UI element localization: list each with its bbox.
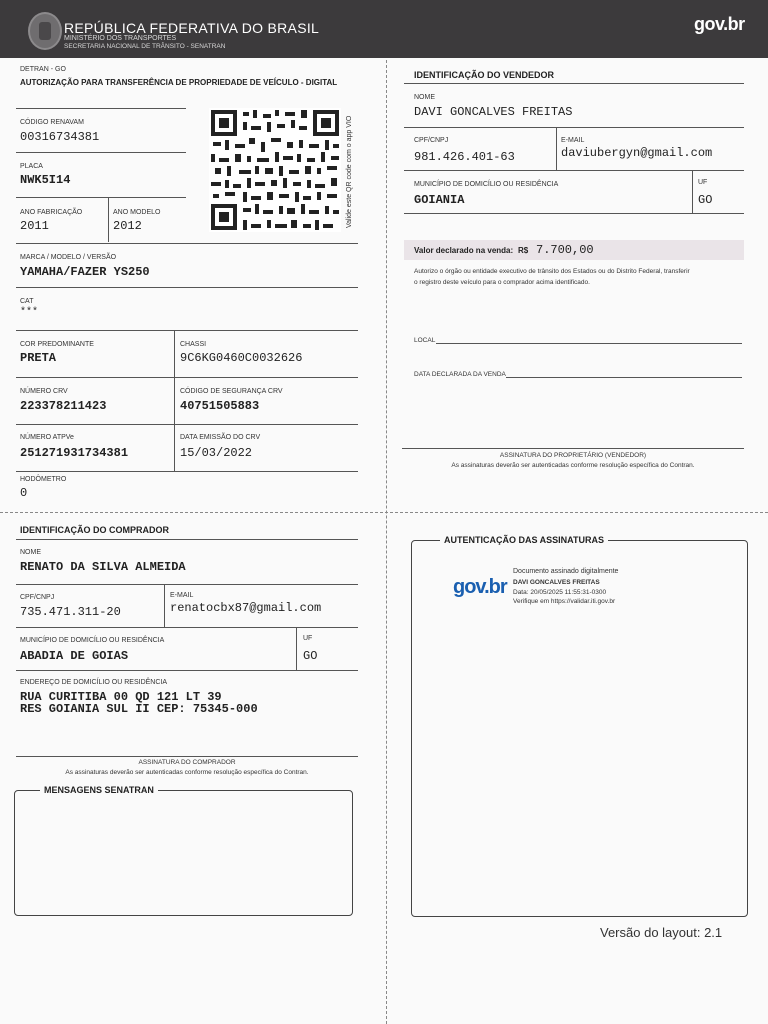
buyer-mun-value: ABADIA DE GOIAS xyxy=(20,649,129,663)
govbr-logo: gov.br xyxy=(694,14,745,34)
crv-label: NÚMERO CRV xyxy=(20,388,68,395)
ano-fab-label: ANO FABRICAÇÃO xyxy=(20,209,83,216)
divider xyxy=(164,585,165,627)
atpve-value: 251271931734381 xyxy=(20,446,129,460)
chassi-label: CHASSI xyxy=(180,341,207,348)
buyer-name-value: RENATO DA SILVA ALMEIDA xyxy=(20,560,186,574)
seller-signature-line xyxy=(402,448,744,449)
ano-mod-label: ANO MODELO xyxy=(113,209,161,216)
data-venda-label: DATA DECLARADA DA VENDA xyxy=(414,371,506,378)
divider xyxy=(404,213,744,214)
buyer-name-label: NOME xyxy=(20,549,41,556)
mensagens-box xyxy=(14,790,353,916)
seller-mun-value: GOIANIA xyxy=(414,193,465,207)
seg-value: 40751505883 xyxy=(180,399,260,413)
divider xyxy=(16,377,358,378)
auth-line1: Documento assinado digitalmente xyxy=(513,568,619,575)
qr-code xyxy=(209,108,341,232)
divider xyxy=(404,83,744,84)
divider xyxy=(16,471,358,472)
seller-email-label: E-MAIL xyxy=(561,137,585,144)
buyer-uf-value: GO xyxy=(303,649,318,663)
divider xyxy=(16,584,358,585)
buyer-address-label: ENDEREÇO DE DOMICÍLIO OU RESIDÊNCIA xyxy=(20,679,168,686)
divider xyxy=(16,108,186,109)
buyer-email-value: renatocbx87@gmail.com xyxy=(170,601,322,615)
ano-mod-value: 2012 xyxy=(113,219,142,233)
doc-title: AUTORIZAÇÃO PARA TRANSFERÊNCIA DE PROPRIEDADE DE VEÍCULO - DIGITAL xyxy=(20,78,338,87)
seller-section-title: IDENTIFICAÇÃO DO VENDEDOR xyxy=(414,70,555,80)
buyer-address-line1: RUA CURITIBA 00 QD 121 LT 39 xyxy=(20,690,222,704)
hodometro-label: HODÔMETRO xyxy=(20,476,67,483)
qr-caption: Valide este QR code com o app VIO xyxy=(346,115,353,228)
divider xyxy=(404,127,744,128)
cat-value: *** xyxy=(20,307,39,318)
divider xyxy=(692,171,693,213)
buyer-email-label: E-MAIL xyxy=(170,592,194,599)
auth-signer: DAVI GONCALVES FREITAS xyxy=(513,579,600,586)
seller-signature-note: As assinaturas deverão ser autenticadas conforme resolução específica do Contran. xyxy=(451,462,695,469)
divider xyxy=(16,287,358,288)
valor-value: 7.700,00 xyxy=(536,243,594,257)
layout-version: Versão do layout: 2.1 xyxy=(600,925,723,940)
buyer-cpf-label: CPF/CNPJ xyxy=(20,594,55,601)
divider xyxy=(16,670,358,671)
placa-label: PLACA xyxy=(20,163,43,170)
govbr-auth-logo: gov.br xyxy=(453,576,507,598)
buyer-mun-label: MUNICÍPIO DE DOMICÍLIO OU RESIDÊNCIA xyxy=(20,637,165,644)
ano-fab-value: 2011 xyxy=(20,219,49,233)
divider xyxy=(16,152,186,153)
seller-mun-label: MUNICÍPIO DE DOMICÍLIO OU RESIDÊNCIA xyxy=(414,181,559,188)
marca-label: MARCA / MODELO / VERSÃO xyxy=(20,254,117,261)
divider xyxy=(108,198,109,242)
auth-text-line2: o registro deste veículo para o comprador acima identificado. xyxy=(414,279,590,286)
chassi-value: 9C6KG0460C0032626 xyxy=(180,351,303,365)
divider xyxy=(16,197,186,198)
divider xyxy=(16,424,358,425)
buyer-signature-label: ASSINATURA DO COMPRADOR xyxy=(138,759,236,766)
local-line xyxy=(436,343,742,344)
qr-code-icon xyxy=(209,108,341,232)
divider xyxy=(16,627,358,628)
mensagens-title: MENSAGENS SENATRAN xyxy=(40,785,158,795)
atpve-label: NÚMERO ATPVe xyxy=(20,434,74,441)
buyer-signature-note: As assinaturas deverão ser autenticadas conforme resolução específica do Contran. xyxy=(65,769,309,776)
seller-uf-value: GO xyxy=(698,193,713,207)
marca-value: YAMAHA/FAZER YS250 xyxy=(20,265,150,279)
divider xyxy=(404,170,744,171)
seg-label: CÓDIGO DE SEGURANÇA CRV xyxy=(180,388,283,395)
coat-of-arms-icon xyxy=(28,12,62,50)
buyer-uf-label: UF xyxy=(303,635,313,642)
auth-date: Data: 20/05/2025 11:55:31-0300 xyxy=(513,589,607,596)
seller-signature-label: ASSINATURA DO PROPRIETÁRIO (VENDEDOR) xyxy=(499,452,647,459)
cat-label: CAT xyxy=(20,298,34,305)
divider xyxy=(16,243,358,244)
emissao-value: 15/03/2022 xyxy=(180,446,253,460)
buyer-address-line2: RES GOIANIA SUL II CEP: 75345-000 xyxy=(20,702,258,716)
buyer-signature-line xyxy=(16,756,358,757)
horizontal-fold-line xyxy=(0,512,768,513)
placa-value: NWK5I14 xyxy=(20,173,71,187)
seller-name-label: NOME xyxy=(414,94,435,101)
local-label: LOCAL xyxy=(414,337,436,344)
renavam-value: 00316734381 xyxy=(20,130,100,144)
divider xyxy=(296,628,297,670)
auth-verify: Verifique em https://validar.iti.gov.br xyxy=(513,598,616,605)
vertical-fold-line xyxy=(386,60,387,1024)
cor-value: PRETA xyxy=(20,351,57,365)
cor-label: COR PREDOMINANTE xyxy=(20,341,94,348)
valor-label: Valor declarado na venda: xyxy=(414,246,514,255)
seller-uf-label: UF xyxy=(698,179,708,186)
seller-name-value: DAVI GONCALVES FREITAS xyxy=(414,105,573,119)
emissao-label: DATA EMISSÃO DO CRV xyxy=(180,434,261,441)
crv-value: 223378211423 xyxy=(20,399,107,413)
divider xyxy=(16,539,358,540)
divider xyxy=(556,128,557,170)
header-title: REPÚBLICA FEDERATIVA DO BRASIL xyxy=(64,20,320,36)
hodometro-value: 0 xyxy=(20,486,28,500)
valor-currency: R$ xyxy=(518,246,529,255)
divider xyxy=(16,330,358,331)
data-venda-line xyxy=(506,377,742,378)
seller-email-value: daviubergyn@gmail.com xyxy=(561,146,713,160)
seller-cpf-label: CPF/CNPJ xyxy=(414,137,449,144)
header-secretariat: SECRETARIA NACIONAL DE TRÂNSITO - SENATRAN xyxy=(64,43,226,50)
buyer-section-title: IDENTIFICAÇÃO DO COMPRADOR xyxy=(20,525,169,535)
auth-text-line1: Autorizo o órgão ou entidade executivo de trânsito dos Estados ou do Distrito Federal, transferir xyxy=(414,268,690,275)
divider xyxy=(174,331,175,471)
seller-cpf-value: 981.426.401-63 xyxy=(414,150,515,164)
auth-title: AUTENTICAÇÃO DAS ASSINATURAS xyxy=(440,535,608,545)
renavam-label: CÓDIGO RENAVAM xyxy=(20,119,84,126)
buyer-cpf-value: 735.471.311-20 xyxy=(20,605,121,619)
doc-origin: DETRAN - GO xyxy=(20,66,66,73)
header-ministry: MINISTÉRIO DOS TRANSPORTES xyxy=(64,35,177,42)
